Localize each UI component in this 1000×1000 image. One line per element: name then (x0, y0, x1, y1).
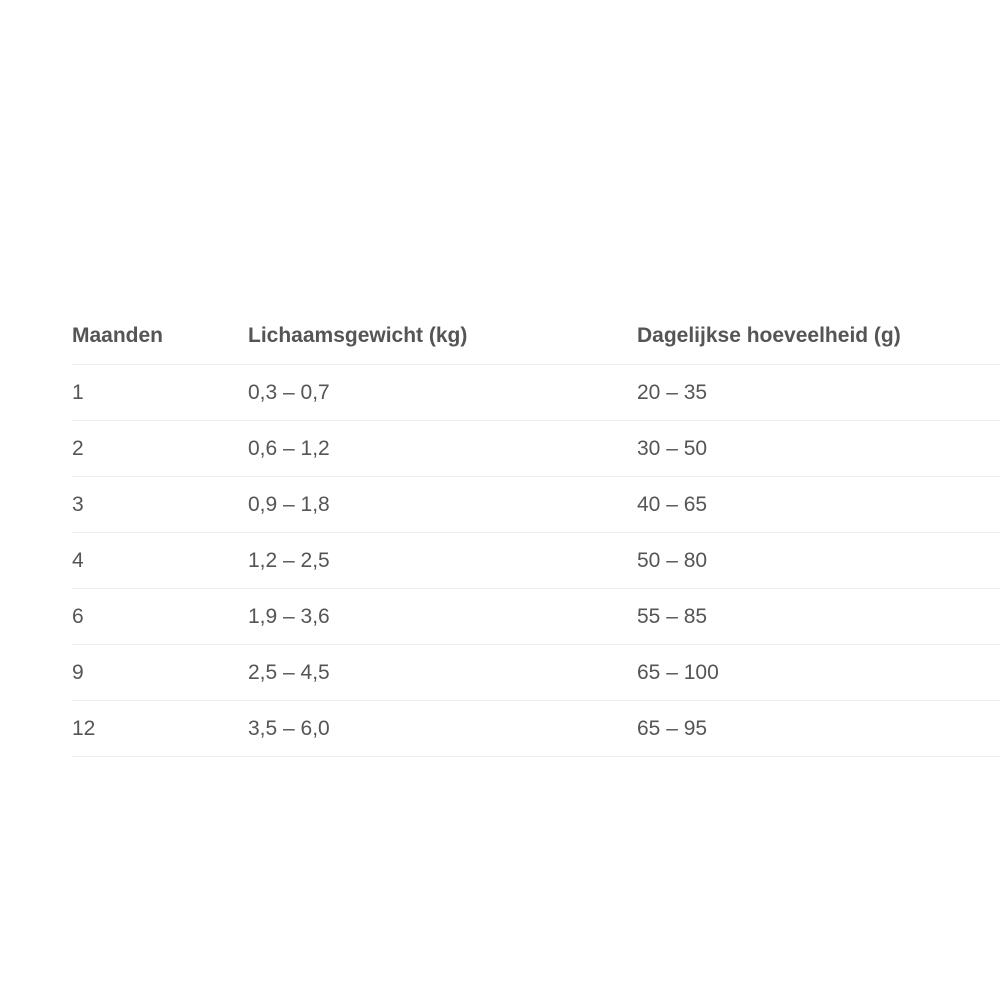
cell-months: 3 (72, 492, 84, 516)
cell-daily-amount: 40 – 65 (637, 492, 708, 516)
cell-body-weight: 1,9 – 3,6 (248, 604, 330, 628)
cell-daily-amount: 30 – 50 (637, 436, 708, 460)
cell-months: 1 (72, 380, 84, 404)
cell-daily-amount: 65 – 95 (637, 716, 708, 740)
cell-body-weight: 3,5 – 6,0 (248, 716, 330, 740)
cell-body-weight: 1,2 – 2,5 (248, 548, 330, 572)
cell-daily-amount: 65 – 100 (637, 660, 719, 684)
cell-months: 2 (72, 436, 84, 460)
table-row (72, 701, 1000, 757)
cell-body-weight: 0,9 – 1,8 (248, 492, 330, 516)
cell-daily-amount: 50 – 80 (637, 548, 708, 572)
cell-body-weight: 0,6 – 1,2 (248, 436, 330, 460)
header-daily-amount: Dagelijkse hoeveelheid (g) (637, 323, 901, 347)
cell-daily-amount: 20 – 35 (637, 380, 708, 404)
cell-months: 12 (72, 716, 96, 740)
cell-body-weight: 0,3 – 0,7 (248, 380, 330, 404)
cell-months: 9 (72, 660, 84, 684)
feeding-table (72, 307, 1000, 757)
cell-daily-amount: 55 – 85 (637, 604, 708, 628)
cell-body-weight: 2,5 – 4,5 (248, 660, 330, 684)
table-header (72, 307, 1000, 365)
table-row (72, 533, 1000, 589)
table-row (72, 589, 1000, 645)
table-row (72, 645, 1000, 701)
table-row (72, 421, 1000, 477)
cell-months: 6 (72, 604, 84, 628)
header-months: Maanden (72, 323, 164, 347)
header-body-weight: Lichaamsgewicht (kg) (248, 323, 468, 347)
cell-months: 4 (72, 548, 84, 572)
table-row (72, 477, 1000, 533)
table-row (72, 365, 1000, 421)
